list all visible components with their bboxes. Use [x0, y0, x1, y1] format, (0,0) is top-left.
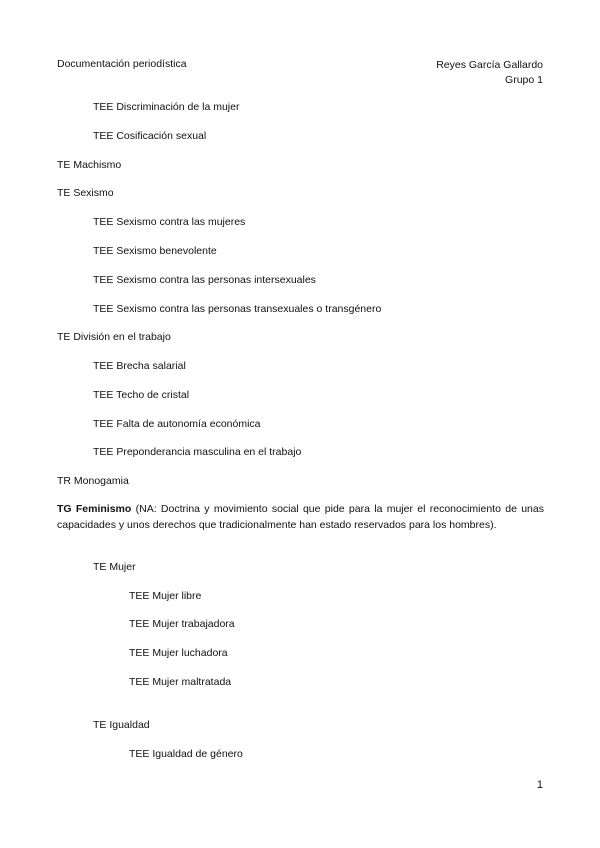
term-entry: TR Monogamia: [57, 475, 129, 487]
header-group: Grupo 1: [505, 74, 543, 86]
term-entry: TEE Igualdad de género: [129, 748, 243, 760]
term-entry: TE Machismo: [57, 159, 122, 171]
term-entry: TEE Sexismo contra las personas intersexuales: [93, 274, 316, 286]
term-entry: TEE Cosificación sexual: [93, 130, 207, 142]
term-entry: TEE Sexismo benevolente: [93, 245, 217, 257]
term-entry: TEE Falta de autonomía económica: [93, 418, 261, 430]
header-author: Reyes García Gallardo: [436, 59, 543, 71]
feminismo-paragraph: [57, 502, 544, 533]
term-entry: TEE Sexismo contra las mujeres: [93, 216, 246, 228]
term-entry: TE División en el trabajo: [57, 331, 171, 343]
page-number: 1: [536, 779, 543, 791]
term-entry: TEE Mujer trabajadora: [129, 618, 235, 630]
term-entry: TEE Techo de cristal: [93, 389, 190, 401]
term-entry: TEE Mujer luchadora: [129, 647, 228, 659]
header-author-block: [436, 58, 543, 88]
term-entry: TEE Brecha salarial: [93, 360, 186, 372]
term-entry: TEE Sexismo contra las personas transexuales o transgénero: [93, 303, 382, 315]
feminismo-term: TG Feminismo: [57, 503, 132, 515]
term-entry: TEE Mujer maltratada: [129, 676, 232, 688]
feminismo-note: (NA: Doctrina y movimiento social que pide para la mujer el reconocimiento de unas capacidades y unos derechos que tradicionalmente han estado reservados para los hombres).: [57, 503, 544, 531]
term-entry: TEE Preponderancia masculina en el trabajo: [93, 446, 302, 458]
term-entry: TEE Discriminación de la mujer: [93, 101, 240, 113]
header-title: Documentación periodística: [57, 58, 187, 70]
term-entry: TE Sexismo: [57, 187, 114, 199]
term-entry: TE Igualdad: [93, 719, 150, 731]
term-entry: TEE Mujer libre: [129, 590, 202, 602]
term-entry: TE Mujer: [93, 561, 136, 573]
